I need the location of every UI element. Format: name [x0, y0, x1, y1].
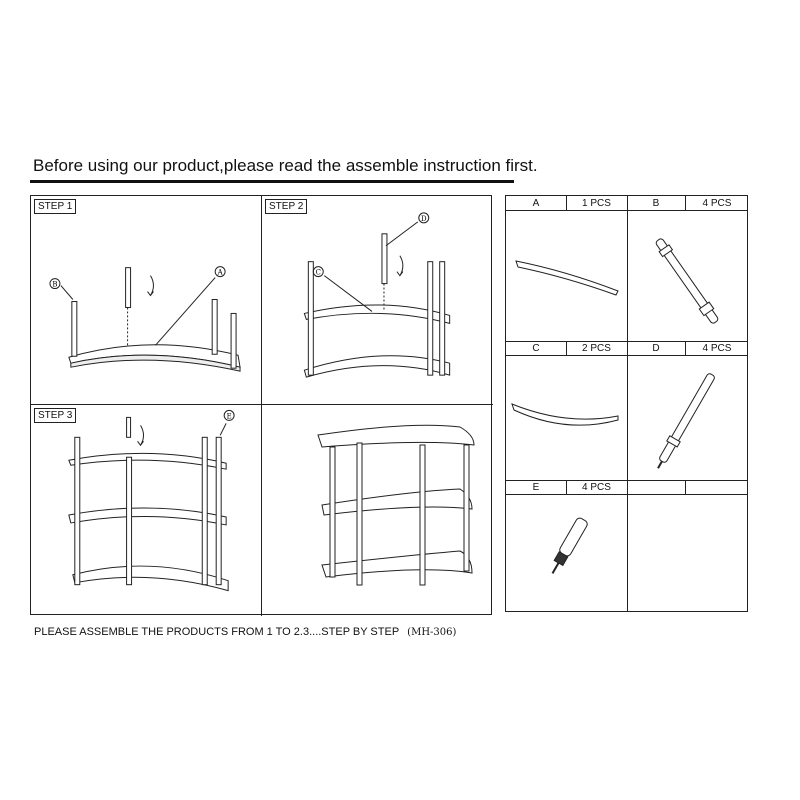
finished-shelf-illustration	[262, 405, 493, 616]
part-d-qty: 4 PCS	[702, 343, 732, 354]
footer-instruction	[34, 626, 456, 638]
step-2-panel	[262, 196, 493, 405]
part-c-drawing	[506, 356, 627, 480]
callout-d-label: D	[420, 214, 427, 223]
part-e-drawing	[506, 495, 627, 613]
callout-e-label: E	[226, 412, 232, 421]
part-b-qty: 4 PCS	[702, 198, 732, 209]
part-a-letter: A	[532, 198, 540, 209]
parts-list-table	[505, 195, 748, 612]
part-a-qty: 1 PCS	[582, 198, 611, 209]
page-title: Before using our product,please read the assemble instruction first.	[33, 156, 538, 175]
part-e-qty: 4 PCS	[582, 482, 611, 493]
part-c-letter: C	[532, 343, 540, 354]
step-2-label: STEP 2	[265, 199, 307, 214]
part-c-qty: 2 PCS	[582, 343, 611, 354]
assembly-steps-grid	[30, 195, 492, 615]
title-underline	[30, 180, 514, 183]
step-1-label: STEP 1	[34, 199, 76, 214]
step-1-illustration	[31, 196, 261, 404]
step-3-label: STEP 3	[34, 408, 76, 423]
callout-a-label: A	[217, 268, 223, 277]
step-1-panel	[31, 196, 262, 405]
callout-b-label: B	[52, 280, 58, 289]
part-b-letter: B	[652, 198, 660, 209]
part-d-letter: D	[652, 343, 660, 354]
callout-c-label: C	[315, 268, 321, 277]
part-d-drawing	[627, 356, 749, 480]
part-e-letter: E	[532, 482, 540, 493]
part-a-drawing	[506, 211, 627, 341]
finished-product-panel	[262, 405, 493, 616]
step-2-illustration	[262, 196, 493, 404]
step-3-illustration	[31, 405, 261, 616]
step-3-panel	[31, 405, 262, 616]
model-number: (MH-306)	[407, 627, 457, 638]
footer-text: PLEASE ASSEMBLE THE PRODUCTS FROM 1 TO 2.3....STEP BY STEP	[34, 626, 400, 638]
part-b-drawing	[627, 211, 749, 341]
